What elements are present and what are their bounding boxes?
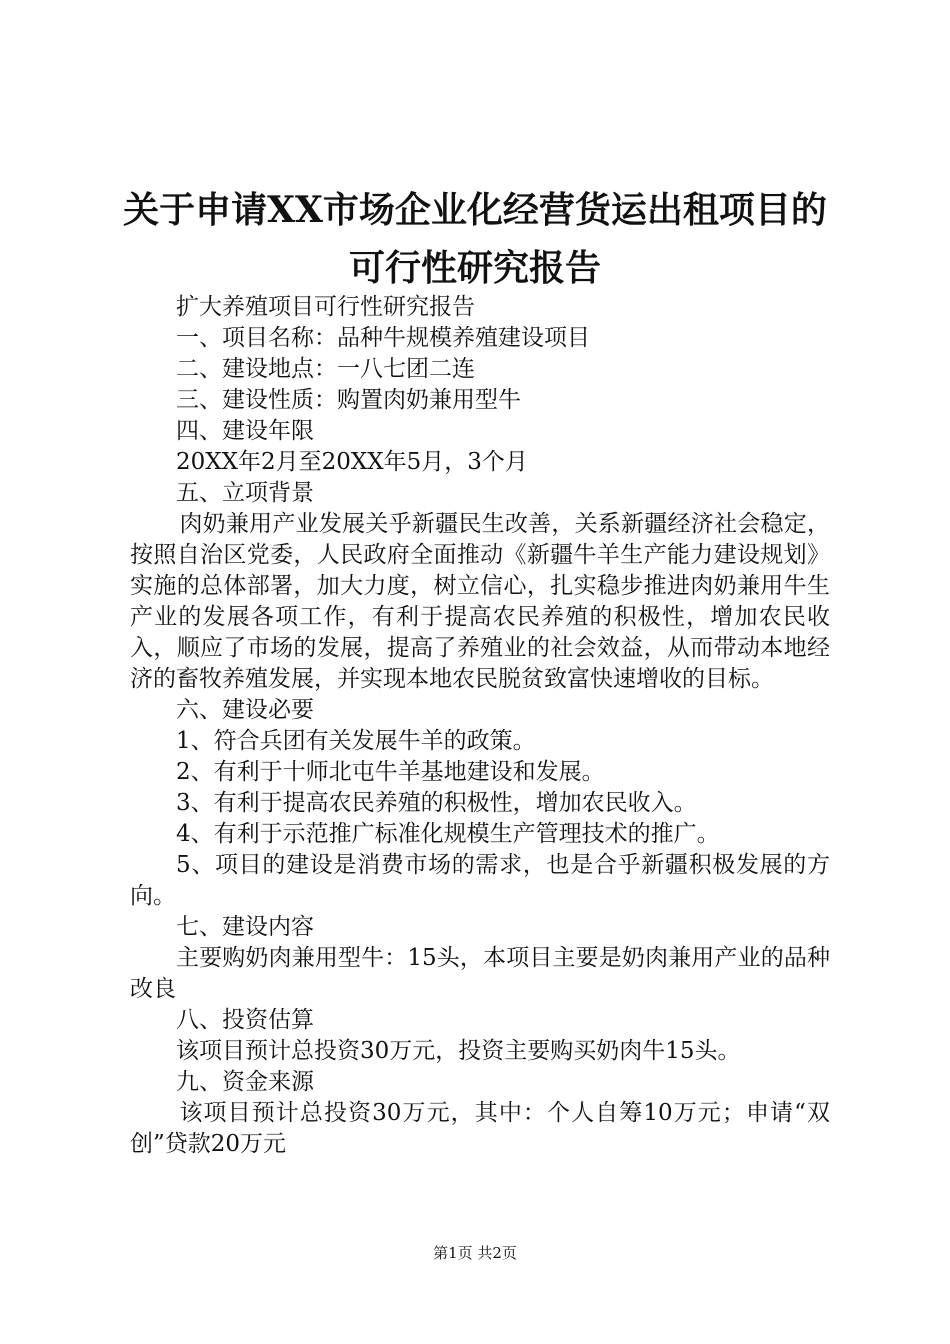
paragraph-funding: 该项目预计总投资30万元，其中：个人自筹10万元；申请“双创”贷款20万元 (130, 1100, 830, 1157)
paragraph-period-heading: 四、建设年限 (176, 418, 314, 444)
page-footer: 第1页 共2页 (433, 1244, 517, 1262)
paragraph-subtitle: 扩大养殖项目可行性研究报告 (176, 294, 475, 320)
paragraph-project-name: 一、项目名称：品种牛规模养殖建设项目 (176, 325, 590, 351)
document-title-line-1: 关于申请XX市场企业化经营货运出租项目的 (123, 189, 827, 231)
paragraph-necessity-2: 2、有利于十师北屯牛羊基地建设和发展。 (176, 759, 605, 785)
paragraph-investment: 该项目预计总投资30万元，投资主要购买奶肉牛15头。 (176, 1038, 741, 1064)
paragraph-content-heading: 七、建设内容 (176, 914, 314, 940)
paragraph-necessity-5: 5、项目的建设是消费市场的需求，也是合乎新疆积极发展的方向。 (130, 852, 830, 909)
document-title-line-2: 可行性研究报告 (348, 247, 601, 289)
paragraph-nature: 三、建设性质：购置肉奶兼用型牛 (176, 387, 521, 413)
paragraph-funding-heading: 九、资金来源 (176, 1069, 314, 1095)
paragraph-background: 肉奶兼用产业发展关乎新疆民生改善，关系新疆经济社会稳定，按照自治区党委，人民政府全面推动《新疆牛羊生产能力建设规划》实施的总体部署，加大力度，树立信心，扎实稳步推进肉奶兼用牛生产业的发展各项工作，有利于提高农民养殖的积极性，增加农民收入，顺应了市场的发展，提高了养殖业的社会效益，从而带动本地经济的畜牧养殖发展，并实现本地农民脱贫致富快速增收的目标。 (130, 511, 830, 692)
paragraph-investment-heading: 八、投资估算 (176, 1007, 314, 1033)
paragraph-period: 20XX年2月至20XX年5月，3个月 (176, 449, 528, 475)
paragraph-necessity-1: 1、符合兵团有关发展牛羊的政策。 (176, 728, 536, 754)
paragraph-necessity-4: 4、有利于示范推广标准化规模生产管理技术的推广。 (176, 821, 720, 847)
paragraph-necessity-heading: 六、建设必要 (176, 697, 314, 723)
paragraph-location: 二、建设地点：一八七团二连 (176, 356, 475, 382)
paragraph-background-heading: 五、立项背景 (176, 480, 314, 506)
paragraph-content: 主要购奶肉兼用型牛：15头，本项目主要是奶肉兼用产业的品种改良 (130, 945, 830, 1002)
document-body (130, 292, 830, 1160)
paragraph-necessity-3: 3、有利于提高农民养殖的积极性，增加农民收入。 (176, 790, 697, 816)
